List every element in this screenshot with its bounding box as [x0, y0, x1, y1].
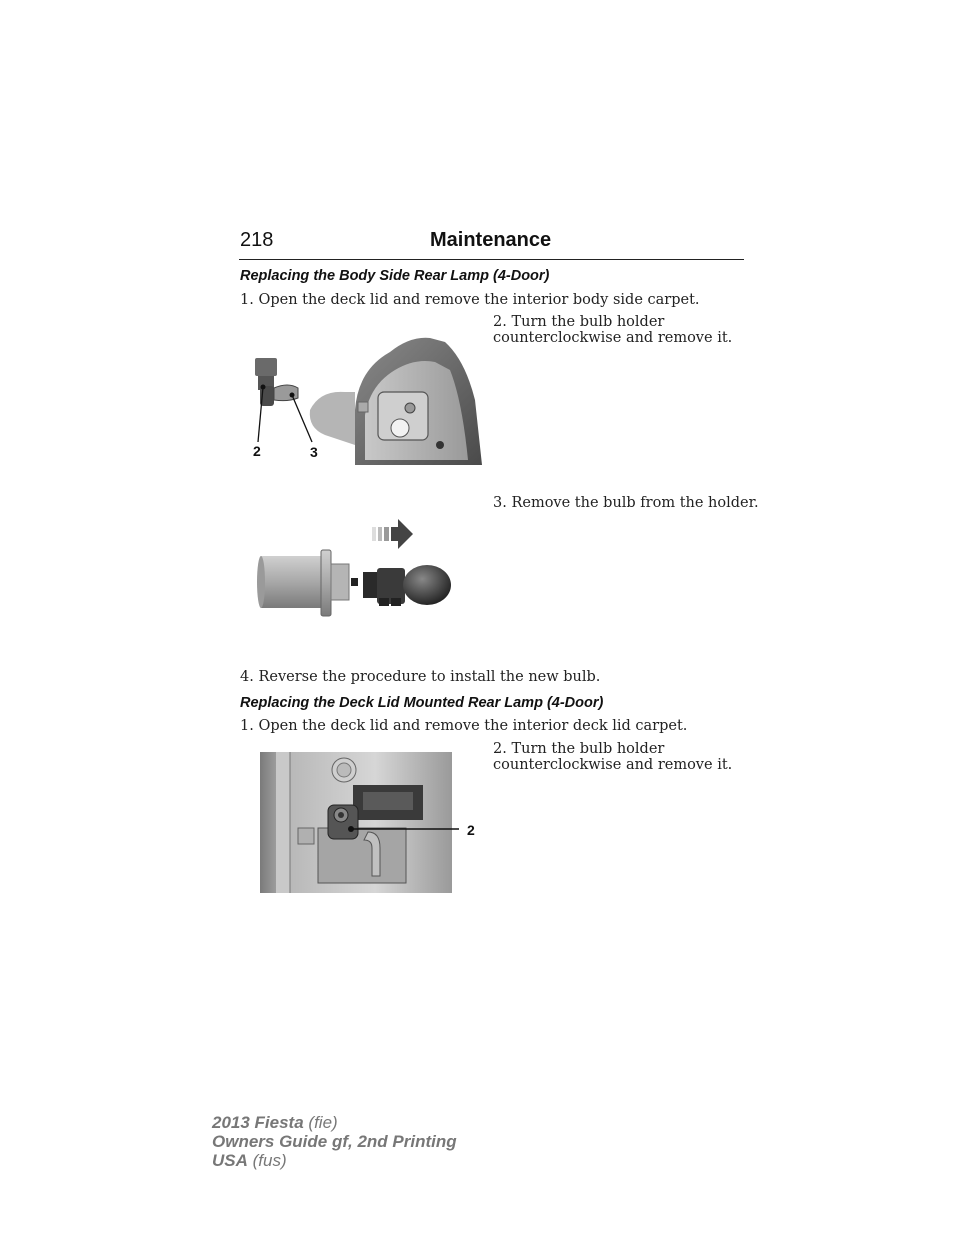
footer-model: 2013 Fiesta	[212, 1113, 304, 1132]
footer-line-2: Owners Guide gf, 2nd Printing	[212, 1132, 457, 1151]
lamp-housing	[310, 338, 482, 465]
deck-lid-panel	[260, 752, 452, 893]
callout-label-2-deck: 2	[467, 822, 475, 838]
footer-line-1	[212, 1113, 457, 1132]
section-heading-deck-lid-rear-lamp: Replacing the Deck Lid Mounted Rear Lamp (4-Door)	[240, 695, 604, 711]
removal-arrow-icon	[372, 519, 413, 549]
step-2-body-side	[493, 314, 732, 346]
footer-model-code: (fie)	[303, 1113, 338, 1132]
callout-dot-2	[261, 385, 266, 390]
header-divider	[239, 259, 744, 260]
callout-label-2: 2	[253, 443, 261, 459]
callout-dot-2-deck	[348, 826, 354, 832]
page-number: 218	[240, 229, 274, 251]
step-1-deck-lid: 1. Open the deck lid and remove the interior deck lid carpet.	[240, 718, 688, 734]
callout-leader-3	[292, 395, 312, 442]
page-title: Maintenance	[430, 229, 552, 251]
step-2-body-side-line1: 2. Turn the bulb holder	[493, 314, 665, 330]
step-2-deck-lid-line2: counterclockwise and remove it.	[493, 757, 733, 773]
step-2-deck-lid-line1: 2. Turn the bulb holder	[493, 741, 665, 757]
callout-dot-3	[290, 393, 295, 398]
bulb-holder	[257, 550, 358, 616]
step-2-body-side-line2: counterclockwise and remove it.	[493, 330, 733, 346]
section-heading-body-side-rear-lamp: Replacing the Body Side Rear Lamp (4-Door)	[240, 268, 550, 284]
step-2-deck-lid	[493, 741, 732, 773]
footer-line-3	[212, 1151, 457, 1170]
figure-bulb-removal	[255, 512, 460, 624]
step-4-body-side: 4. Reverse the procedure to install the new bulb.	[240, 669, 601, 685]
step-1-body-side: 1. Open the deck lid and remove the interior body side carpet.	[240, 292, 700, 308]
footer-market: USA	[212, 1151, 248, 1170]
footer-market-code: (fus)	[247, 1151, 287, 1170]
footer	[212, 1113, 457, 1170]
figure-body-side-lamp	[240, 330, 490, 470]
step-3-body-side: 3. Remove the bulb from the holder.	[493, 495, 759, 511]
figure-deck-lid-lamp	[258, 750, 483, 895]
bulb	[363, 565, 451, 606]
callout-label-3: 3	[310, 444, 318, 460]
